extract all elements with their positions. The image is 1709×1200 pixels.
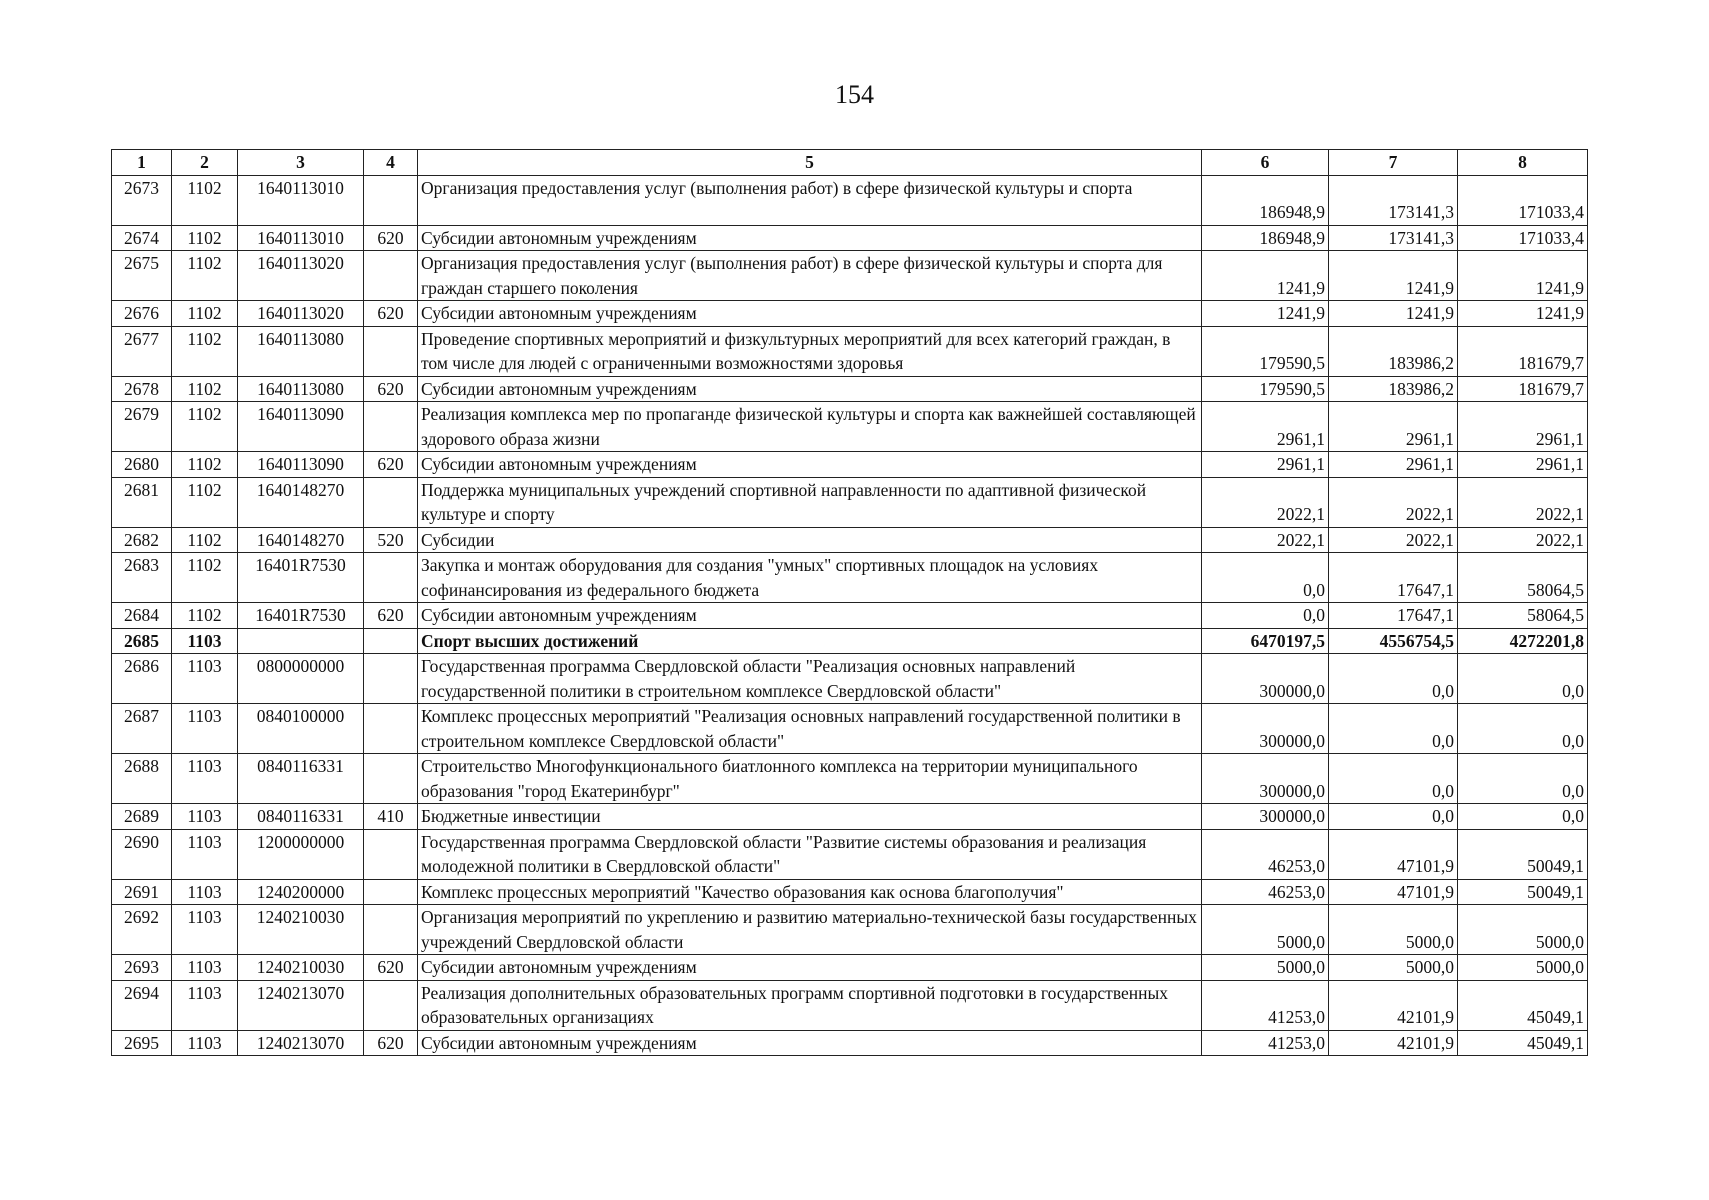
section-code-cell: 1102 (172, 452, 238, 478)
table-row (112, 527, 1588, 553)
table-row (112, 175, 1588, 225)
row-number-cell: 2676 (112, 301, 172, 327)
section-code-cell: 1102 (172, 553, 238, 603)
item-name-cell: Строительство Многофункционального биатлонного комплекса на территории муниципального образования "город Екатеринбург" (418, 754, 1202, 804)
item-name-cell: Субсидии (418, 527, 1202, 553)
target-article-cell: 0800000000 (238, 654, 364, 704)
section-code-cell: 1103 (172, 980, 238, 1030)
expense-type-cell (364, 251, 418, 301)
amount-col-6-cell: 1241,9 (1202, 301, 1329, 327)
expense-type-cell (364, 654, 418, 704)
target-article-cell: 1640113080 (238, 376, 364, 402)
amount-col-7-cell: 47101,9 (1329, 879, 1458, 905)
amount-col-6-cell: 6470197,5 (1202, 628, 1329, 654)
amount-col-7-cell: 173141,3 (1329, 225, 1458, 251)
amount-col-6-cell: 46253,0 (1202, 879, 1329, 905)
expense-type-cell: 620 (364, 452, 418, 478)
expense-type-cell: 410 (364, 804, 418, 830)
table-row (112, 452, 1588, 478)
row-number-cell: 2681 (112, 477, 172, 527)
amount-col-8-cell: 58064,5 (1458, 553, 1588, 603)
row-number-cell: 2673 (112, 175, 172, 225)
section-code-cell: 1103 (172, 879, 238, 905)
amount-col-7-cell: 17647,1 (1329, 553, 1458, 603)
amount-col-7-cell: 0,0 (1329, 704, 1458, 754)
section-code-cell: 1102 (172, 402, 238, 452)
section-code-cell: 1103 (172, 654, 238, 704)
expense-type-cell (364, 175, 418, 225)
amount-col-7-cell: 0,0 (1329, 754, 1458, 804)
amount-col-8-cell: 2022,1 (1458, 477, 1588, 527)
amount-col-6-cell: 41253,0 (1202, 980, 1329, 1030)
expense-type-cell: 620 (364, 1030, 418, 1056)
item-name-cell: Комплекс процессных мероприятий "Качество образования как основа благополучия" (418, 879, 1202, 905)
amount-col-7-cell: 42101,9 (1329, 1030, 1458, 1056)
table-body (112, 175, 1588, 1056)
amount-col-8-cell: 0,0 (1458, 804, 1588, 830)
expense-type-cell (364, 879, 418, 905)
row-number-cell: 2679 (112, 402, 172, 452)
header-col-4: 4 (364, 150, 418, 176)
amount-col-6-cell: 179590,5 (1202, 376, 1329, 402)
expense-type-cell (364, 477, 418, 527)
target-article-cell: 1640148270 (238, 477, 364, 527)
target-article-cell: 1640113090 (238, 452, 364, 478)
row-number-cell: 2686 (112, 654, 172, 704)
target-article-cell: 0840116331 (238, 804, 364, 830)
amount-col-8-cell: 50049,1 (1458, 879, 1588, 905)
target-article-cell: 16401R7530 (238, 603, 364, 629)
amount-col-7-cell: 2022,1 (1329, 477, 1458, 527)
row-number-cell: 2677 (112, 326, 172, 376)
row-number-cell: 2684 (112, 603, 172, 629)
row-number-cell: 2682 (112, 527, 172, 553)
expense-type-cell: 620 (364, 225, 418, 251)
target-article-cell: 1640113090 (238, 402, 364, 452)
amount-col-8-cell: 171033,4 (1458, 225, 1588, 251)
amount-col-6-cell: 0,0 (1202, 603, 1329, 629)
target-article-cell: 1240210030 (238, 955, 364, 981)
amount-col-7-cell: 47101,9 (1329, 829, 1458, 879)
item-name-cell: Организация предоставления услуг (выполнения работ) в сфере физической культуры и спорта для граждан старшего поколения (418, 251, 1202, 301)
amount-col-8-cell: 0,0 (1458, 654, 1588, 704)
table-row (112, 477, 1588, 527)
amount-col-6-cell: 2961,1 (1202, 452, 1329, 478)
target-article-cell: 0840100000 (238, 704, 364, 754)
target-article-cell: 1240213070 (238, 1030, 364, 1056)
amount-col-6-cell: 300000,0 (1202, 804, 1329, 830)
budget-table (111, 149, 1588, 1056)
expense-type-cell (364, 829, 418, 879)
table-row (112, 251, 1588, 301)
table-row (112, 754, 1588, 804)
row-number-cell: 2687 (112, 704, 172, 754)
table-row (112, 804, 1588, 830)
expense-type-cell (364, 402, 418, 452)
row-number-cell: 2692 (112, 905, 172, 955)
section-code-cell: 1102 (172, 225, 238, 251)
expense-type-cell (364, 326, 418, 376)
row-number-cell: 2674 (112, 225, 172, 251)
item-name-cell: Субсидии автономным учреждениям (418, 225, 1202, 251)
amount-col-8-cell: 2961,1 (1458, 402, 1588, 452)
expense-type-cell: 620 (364, 603, 418, 629)
expense-type-cell (364, 905, 418, 955)
amount-col-6-cell: 2022,1 (1202, 477, 1329, 527)
amount-col-7-cell: 17647,1 (1329, 603, 1458, 629)
table-row (112, 603, 1588, 629)
page-number: 154 (835, 80, 874, 109)
amount-col-7-cell: 2961,1 (1329, 402, 1458, 452)
expense-type-cell: 620 (364, 376, 418, 402)
item-name-cell: Комплекс процессных мероприятий "Реализация основных направлений государственной политики в строительном комплексе Свердловской области" (418, 704, 1202, 754)
row-number-cell: 2691 (112, 879, 172, 905)
header-col-7: 7 (1329, 150, 1458, 176)
row-number-cell: 2680 (112, 452, 172, 478)
expense-type-cell: 620 (364, 301, 418, 327)
section-code-cell: 1103 (172, 704, 238, 754)
item-name-cell: Организация мероприятий по укреплению и развитию материально-технической базы государственных учреждений Свердловской области (418, 905, 1202, 955)
amount-col-7-cell: 1241,9 (1329, 251, 1458, 301)
amount-col-7-cell: 0,0 (1329, 654, 1458, 704)
amount-col-6-cell: 186948,9 (1202, 175, 1329, 225)
table-row (112, 704, 1588, 754)
amount-col-8-cell: 171033,4 (1458, 175, 1588, 225)
table-row (112, 326, 1588, 376)
amount-col-7-cell: 2022,1 (1329, 527, 1458, 553)
expense-type-cell (364, 754, 418, 804)
amount-col-7-cell: 42101,9 (1329, 980, 1458, 1030)
target-article-cell: 0840116331 (238, 754, 364, 804)
target-article-cell: 1640113020 (238, 301, 364, 327)
item-name-cell: Спорт высших достижений (418, 628, 1202, 654)
table-row (112, 829, 1588, 879)
amount-col-7-cell: 2961,1 (1329, 452, 1458, 478)
item-name-cell: Реализация дополнительных образовательных программ спортивной подготовки в государственных образовательных организациях (418, 980, 1202, 1030)
amount-col-8-cell: 45049,1 (1458, 1030, 1588, 1056)
amount-col-7-cell: 0,0 (1329, 804, 1458, 830)
table-row (112, 654, 1588, 704)
amount-col-7-cell: 183986,2 (1329, 326, 1458, 376)
amount-col-8-cell: 45049,1 (1458, 980, 1588, 1030)
amount-col-7-cell: 5000,0 (1329, 905, 1458, 955)
table-row (112, 402, 1588, 452)
section-code-cell: 1102 (172, 376, 238, 402)
amount-col-6-cell: 0,0 (1202, 553, 1329, 603)
target-article-cell: 1640148270 (238, 527, 364, 553)
amount-col-6-cell: 46253,0 (1202, 829, 1329, 879)
target-article-cell: 1200000000 (238, 829, 364, 879)
amount-col-8-cell: 0,0 (1458, 704, 1588, 754)
section-code-cell: 1102 (172, 603, 238, 629)
item-name-cell: Субсидии автономным учреждениям (418, 301, 1202, 327)
amount-col-8-cell: 4272201,8 (1458, 628, 1588, 654)
item-name-cell: Проведение спортивных мероприятий и физкультурных мероприятий для всех категорий граждан, в том числе для людей с ограниченными возможностями здоровья (418, 326, 1202, 376)
section-code-cell: 1102 (172, 251, 238, 301)
amount-col-6-cell: 41253,0 (1202, 1030, 1329, 1056)
section-code-cell: 1103 (172, 905, 238, 955)
row-number-cell: 2690 (112, 829, 172, 879)
header-col-3: 3 (238, 150, 364, 176)
section-code-cell: 1103 (172, 754, 238, 804)
table-row (112, 980, 1588, 1030)
row-number-cell: 2688 (112, 754, 172, 804)
amount-col-6-cell: 2022,1 (1202, 527, 1329, 553)
target-article-cell: 1640113020 (238, 251, 364, 301)
item-name-cell: Поддержка муниципальных учреждений спортивной направленности по адаптивной физической культуре и спорту (418, 477, 1202, 527)
row-number-cell: 2695 (112, 1030, 172, 1056)
section-code-cell: 1103 (172, 829, 238, 879)
item-name-cell: Государственная программа Свердловской области "Реализация основных направлений государственной политики в строительном комплексе Свердловской области" (418, 654, 1202, 704)
target-article-cell: 1240200000 (238, 879, 364, 905)
section-code-cell: 1102 (172, 477, 238, 527)
amount-col-8-cell: 2022,1 (1458, 527, 1588, 553)
target-article-cell: 1240213070 (238, 980, 364, 1030)
table-row (112, 225, 1588, 251)
section-code-cell: 1103 (172, 1030, 238, 1056)
item-name-cell: Субсидии автономным учреждениям (418, 376, 1202, 402)
expense-type-cell (364, 980, 418, 1030)
row-number-cell: 2683 (112, 553, 172, 603)
table-row (112, 879, 1588, 905)
item-name-cell: Закупка и монтаж оборудования для создания "умных" спортивных площадок на условиях софинансирования из федерального бюджета (418, 553, 1202, 603)
amount-col-8-cell: 1241,9 (1458, 251, 1588, 301)
item-name-cell: Организация предоставления услуг (выполнения работ) в сфере физической культуры и спорта (418, 175, 1202, 225)
header-col-8: 8 (1458, 150, 1588, 176)
row-number-cell: 2685 (112, 628, 172, 654)
row-number-cell: 2689 (112, 804, 172, 830)
amount-col-7-cell: 5000,0 (1329, 955, 1458, 981)
amount-col-8-cell: 181679,7 (1458, 376, 1588, 402)
target-article-cell: 1640113010 (238, 175, 364, 225)
item-name-cell: Субсидии автономным учреждениям (418, 955, 1202, 981)
section-code-cell: 1103 (172, 628, 238, 654)
amount-col-8-cell: 58064,5 (1458, 603, 1588, 629)
target-article-cell: 16401R7530 (238, 553, 364, 603)
table-row (112, 955, 1588, 981)
target-article-cell (238, 628, 364, 654)
amount-col-8-cell: 5000,0 (1458, 905, 1588, 955)
expense-type-cell (364, 553, 418, 603)
row-number-cell: 2694 (112, 980, 172, 1030)
section-code-cell: 1102 (172, 301, 238, 327)
amount-col-8-cell: 50049,1 (1458, 829, 1588, 879)
table-row (112, 376, 1588, 402)
table-row (112, 301, 1588, 327)
amount-col-6-cell: 186948,9 (1202, 225, 1329, 251)
table-row (112, 553, 1588, 603)
table-row (112, 628, 1588, 654)
expense-type-cell: 520 (364, 527, 418, 553)
header-col-1: 1 (112, 150, 172, 176)
header-row (112, 150, 1588, 176)
section-code-cell: 1102 (172, 527, 238, 553)
item-name-cell: Реализация комплекса мер по пропаганде физической культуры и спорта как важнейшей составляющей здорового образа жизни (418, 402, 1202, 452)
amount-col-7-cell: 4556754,5 (1329, 628, 1458, 654)
item-name-cell: Субсидии автономным учреждениям (418, 452, 1202, 478)
section-code-cell: 1103 (172, 955, 238, 981)
amount-col-7-cell: 173141,3 (1329, 175, 1458, 225)
target-article-cell: 1240210030 (238, 905, 364, 955)
target-article-cell: 1640113080 (238, 326, 364, 376)
row-number-cell: 2675 (112, 251, 172, 301)
amount-col-8-cell: 5000,0 (1458, 955, 1588, 981)
amount-col-6-cell: 300000,0 (1202, 704, 1329, 754)
amount-col-6-cell: 179590,5 (1202, 326, 1329, 376)
amount-col-8-cell: 0,0 (1458, 754, 1588, 804)
section-code-cell: 1103 (172, 804, 238, 830)
amount-col-6-cell: 5000,0 (1202, 905, 1329, 955)
section-code-cell: 1102 (172, 326, 238, 376)
expense-type-cell: 620 (364, 955, 418, 981)
item-name-cell: Субсидии автономным учреждениям (418, 603, 1202, 629)
amount-col-7-cell: 1241,9 (1329, 301, 1458, 327)
amount-col-6-cell: 300000,0 (1202, 654, 1329, 704)
amount-col-6-cell: 2961,1 (1202, 402, 1329, 452)
target-article-cell: 1640113010 (238, 225, 364, 251)
amount-col-8-cell: 2961,1 (1458, 452, 1588, 478)
item-name-cell: Государственная программа Свердловской области "Развитие системы образования и реализация молодежной политики в Свердловской области" (418, 829, 1202, 879)
row-number-cell: 2678 (112, 376, 172, 402)
amount-col-6-cell: 1241,9 (1202, 251, 1329, 301)
item-name-cell: Бюджетные инвестиции (418, 804, 1202, 830)
amount-col-6-cell: 5000,0 (1202, 955, 1329, 981)
header-col-6: 6 (1202, 150, 1329, 176)
expense-type-cell (364, 704, 418, 754)
amount-col-8-cell: 1241,9 (1458, 301, 1588, 327)
row-number-cell: 2693 (112, 955, 172, 981)
amount-col-8-cell: 181679,7 (1458, 326, 1588, 376)
expense-type-cell (364, 628, 418, 654)
header-col-2: 2 (172, 150, 238, 176)
item-name-cell: Субсидии автономным учреждениям (418, 1030, 1202, 1056)
amount-col-7-cell: 183986,2 (1329, 376, 1458, 402)
header-col-5: 5 (418, 150, 1202, 176)
table-row (112, 905, 1588, 955)
table-row (112, 1030, 1588, 1056)
amount-col-6-cell: 300000,0 (1202, 754, 1329, 804)
section-code-cell: 1102 (172, 175, 238, 225)
